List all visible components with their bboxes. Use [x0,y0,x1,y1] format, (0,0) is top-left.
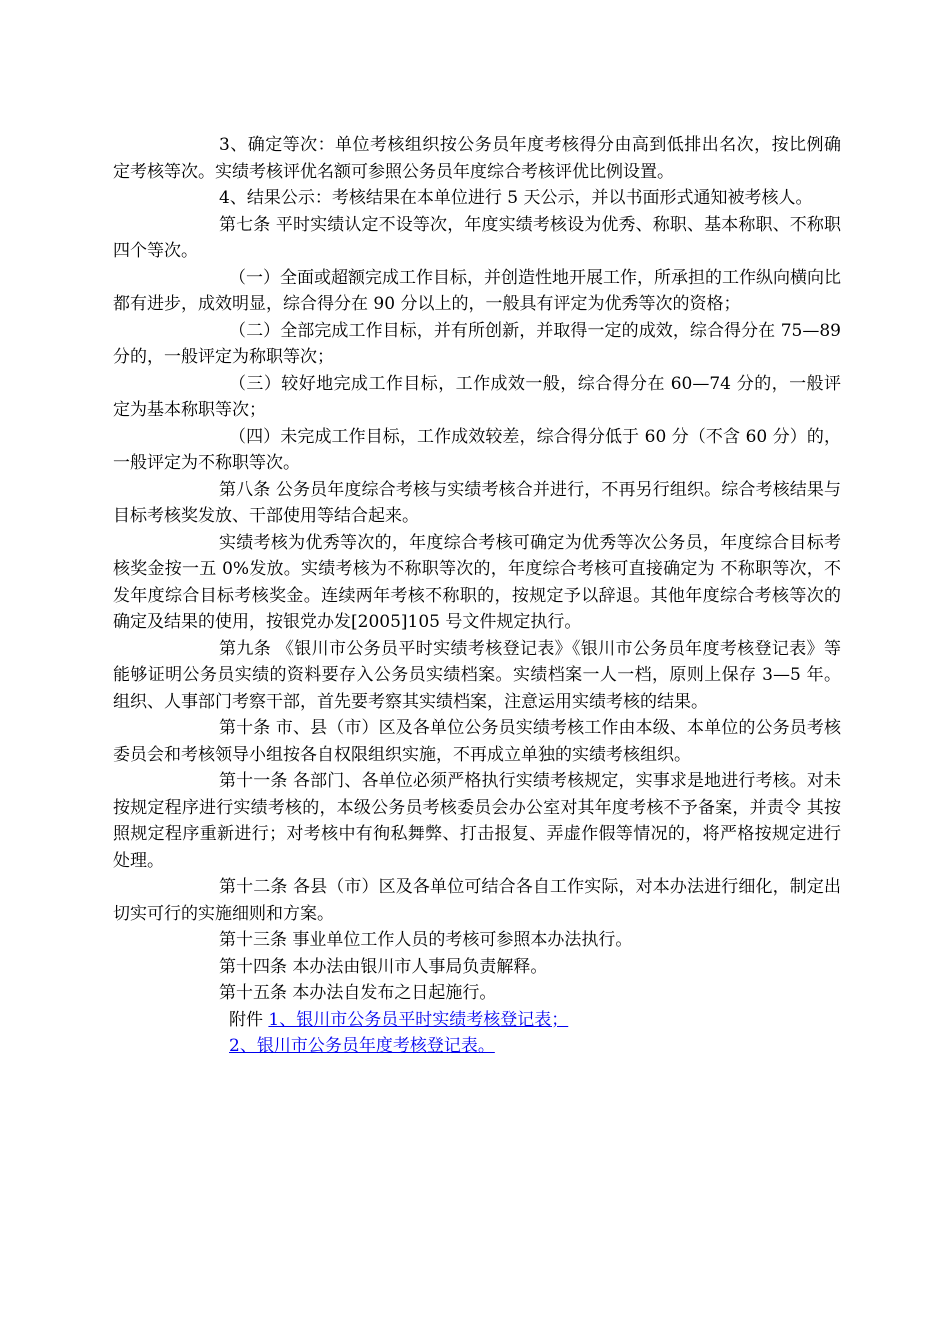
paragraph-article-15: 第十五条 本办法自发布之日起施行。 [219,983,497,1003]
attachment-link-annual-record[interactable]: 2、银川市公务员年度考核登记表。 [229,1036,495,1056]
paragraph-article-12: 第十二条 各县（市）区及各单位可结合各自工作实际，对本办法进行细化，制定出切实可行的实施细则和方案。 [113,877,841,924]
attachment-link-daily-record[interactable]: 1、银川市公务员平时实绩考核登记表； [268,1009,569,1030]
paragraph-article-9: 第九条 《银川市公务员平时实绩考核登记表》《银川市公务员年度考核登记表》等能够证明公务员实绩的资料要存入公务员实绩档案。实绩档案一人一档，原则上保存 3—5 年。组织、人事部门考察干部，首先要考察其实绩档案，注意运用实绩考核的结果。 [113,638,841,712]
attachment-line-2 [113,1033,841,1060]
paragraph-article-10: 第十条 市、县（市）区及各单位公务员实绩考核工作由本级、本单位的公务员考核委员会和考核领导小组按各自权限组织实施，不再成立单独的实绩考核组织。 [113,718,841,765]
paragraph-publicity: 4、结果公示：考核结果在本单位进行 5 天公示，并以书面形式通知被考核人。 [219,188,813,208]
paragraph-grade-incompetent: （四）未完成工作目标，工作成效较差，综合得分低于 60 分（不含 60 分）的，一般评定为不称职等次。 [113,426,841,473]
attachment-line [113,1007,841,1034]
paragraph-article-13: 第十三条 事业单位工作人员的考核可参照本办法执行。 [219,930,633,950]
paragraph-grade-competent: （二）全部完成工作目标，并有所创新，并取得一定的成效，综合得分在 75—89 分的，一般评定为称职等次； [113,320,841,367]
paragraph-grading: 3、确定等次：单位考核组织按公务员年度考核得分由高到低排出名次，按比例确定考核等次。实绩考核评优名额可参照公务员年度综合考核评优比例设置。 [113,135,841,182]
paragraph-article-7: 第七条 平时实绩认定不设等次，年度实绩考核设为优秀、称职、基本称职、不称职四个等次。 [113,214,841,261]
attachment-prefix: 附件 [229,1009,269,1030]
paragraph-article-14: 第十四条 本办法由银川市人事局负责解释。 [219,956,548,977]
paragraph-grade-excellent: （一）全面或超额完成工作目标，并创造性地开展工作，所承担的工作纵向横向比都有进步，成效明显，综合得分在 90 分以上的，一般具有评定为优秀等次的资格； [113,267,841,314]
paragraph-article-8: 第八条 公务员年度综合考核与实绩考核合并进行，不再另行组织。综合考核结果与目标考核奖发放、干部使用等结合起来。 [113,479,841,526]
paragraph-grade-basic: （三）较好地完成工作目标，工作成效一般，综合得分在 60—74 分的，一般评定为基本称职等次； [113,373,841,420]
paragraph-bonus: 实绩考核为优秀等次的，年度综合考核可确定为优秀等次公务员，年度综合目标考核奖金按一五 0%发放。实绩考核为不称职等次的，年度综合考核可直接确定为 不称职等次，不发年度综合目标考核奖金。连续两年考核不称职的，按规定予以辞退。其他年度综合考核等次的确定及结果的使用，按银党办发[2005]105 号文件规定执行。 [113,532,841,632]
paragraph-article-11: 第十一条 各部门、各单位必须严格执行实绩考核规定，实事求是地进行考核。对未按规定程序进行实绩考核的，本级公务员考核委员会办公室对其年度考核不予备案，并责令 其按照规定程序重新进行；对考核中有徇私舞弊、打击报复、弄虚作假等情况的，将严格按规定进行处理。 [113,771,841,871]
document-body [113,132,841,1060]
